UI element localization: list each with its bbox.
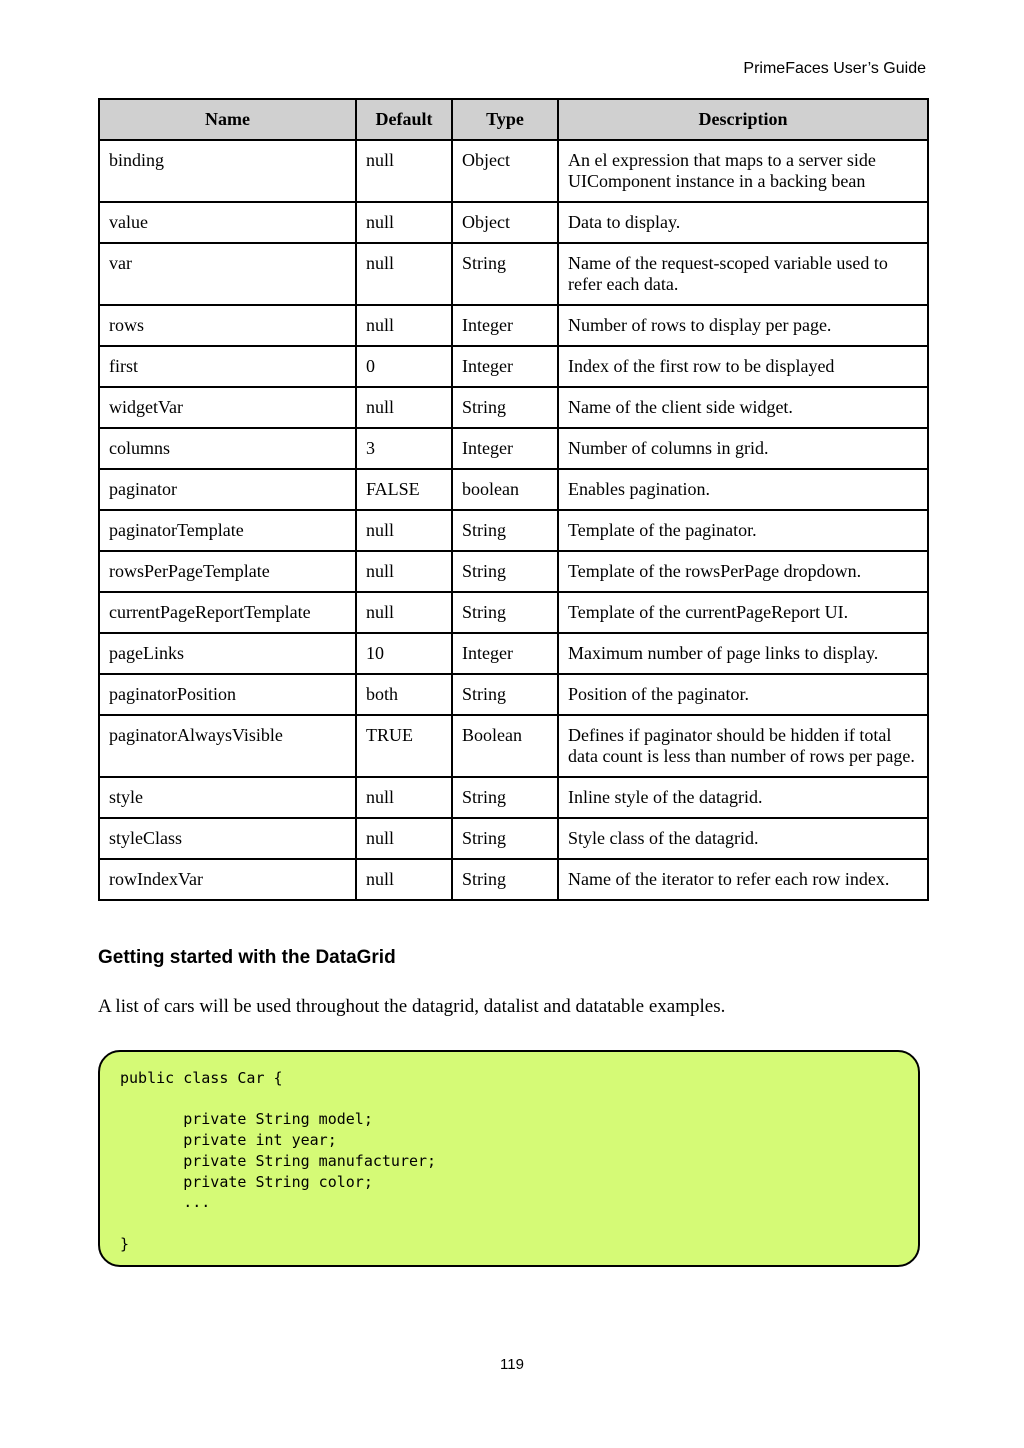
table-row <box>99 777 928 818</box>
page-number: 119 <box>500 1356 524 1373</box>
cell-description: Inline style of the datagrid. <box>558 777 928 818</box>
cell-default: null <box>356 777 452 818</box>
cell-description: Data to display. <box>558 202 928 243</box>
cell-type: Boolean <box>452 715 558 777</box>
table-row <box>99 633 928 674</box>
cell-description: Defines if paginator should be hidden if total data count is less than number of rows per page. <box>558 715 928 777</box>
code-example-box <box>98 1050 920 1267</box>
table-row <box>99 674 928 715</box>
table-row <box>99 387 928 428</box>
cell-type: Integer <box>452 346 558 387</box>
table-row <box>99 715 928 777</box>
table-row <box>99 818 928 859</box>
cell-name: pageLinks <box>99 633 356 674</box>
cell-default: FALSE <box>356 469 452 510</box>
table-row <box>99 140 928 202</box>
cell-default: null <box>356 305 452 346</box>
column-header-default: Default <box>356 99 452 140</box>
cell-name: widgetVar <box>99 387 356 428</box>
cell-description: Template of the paginator. <box>558 510 928 551</box>
table-row <box>99 305 928 346</box>
cell-type: String <box>452 551 558 592</box>
column-header-description: Description <box>558 99 928 140</box>
table-row <box>99 592 928 633</box>
table-row <box>99 202 928 243</box>
attributes-table <box>98 98 929 901</box>
cell-name: first <box>99 346 356 387</box>
table-row <box>99 551 928 592</box>
cell-description: Name of the request-scoped variable used to refer each data. <box>558 243 928 305</box>
cell-description: Number of columns in grid. <box>558 428 928 469</box>
column-header-name: Name <box>99 99 356 140</box>
table-header-row <box>99 99 928 140</box>
cell-type: String <box>452 592 558 633</box>
cell-default: 3 <box>356 428 452 469</box>
cell-default: null <box>356 859 452 900</box>
table-row <box>99 510 928 551</box>
cell-type: String <box>452 818 558 859</box>
table-row <box>99 428 928 469</box>
cell-description: Template of the rowsPerPage dropdown. <box>558 551 928 592</box>
cell-name: styleClass <box>99 818 356 859</box>
running-header: PrimeFaces User’s Guide <box>743 60 926 77</box>
cell-description: Position of the paginator. <box>558 674 928 715</box>
cell-default: 0 <box>356 346 452 387</box>
table-row <box>99 346 928 387</box>
table-row <box>99 469 928 510</box>
cell-type: String <box>452 387 558 428</box>
cell-name: rowIndexVar <box>99 859 356 900</box>
table-row <box>99 859 928 900</box>
cell-type: Integer <box>452 428 558 469</box>
cell-type: Object <box>452 202 558 243</box>
cell-default: null <box>356 818 452 859</box>
cell-name: columns <box>99 428 356 469</box>
cell-name: value <box>99 202 356 243</box>
cell-type: Integer <box>452 305 558 346</box>
intro-paragraph: A list of cars will be used throughout the datagrid, datalist and datatable examples. <box>98 996 726 1017</box>
cell-default: 10 <box>356 633 452 674</box>
cell-type: String <box>452 859 558 900</box>
attributes-table-body <box>99 140 928 900</box>
cell-name: rowsPerPageTemplate <box>99 551 356 592</box>
cell-description: Style class of the datagrid. <box>558 818 928 859</box>
cell-description: Maximum number of page links to display. <box>558 633 928 674</box>
cell-name: style <box>99 777 356 818</box>
cell-name: binding <box>99 140 356 202</box>
cell-name: paginatorPosition <box>99 674 356 715</box>
cell-default: null <box>356 140 452 202</box>
cell-name: var <box>99 243 356 305</box>
cell-type: String <box>452 243 558 305</box>
cell-description: Template of the currentPageReport UI. <box>558 592 928 633</box>
cell-name: rows <box>99 305 356 346</box>
cell-default: null <box>356 202 452 243</box>
cell-description: Index of the first row to be displayed <box>558 346 928 387</box>
cell-name: paginatorTemplate <box>99 510 356 551</box>
cell-default: null <box>356 510 452 551</box>
cell-description: Number of rows to display per page. <box>558 305 928 346</box>
cell-default: null <box>356 551 452 592</box>
cell-type: Object <box>452 140 558 202</box>
cell-default: null <box>356 592 452 633</box>
table-row <box>99 243 928 305</box>
cell-type: boolean <box>452 469 558 510</box>
section-heading: Getting started with the DataGrid <box>98 947 396 968</box>
cell-description: An el expression that maps to a server side UIComponent instance in a backing bean <box>558 140 928 202</box>
cell-description: Enables pagination. <box>558 469 928 510</box>
cell-default: TRUE <box>356 715 452 777</box>
cell-name: currentPageReportTemplate <box>99 592 356 633</box>
column-header-type: Type <box>452 99 558 140</box>
cell-name: paginatorAlwaysVisible <box>99 715 356 777</box>
cell-default: null <box>356 387 452 428</box>
cell-default: both <box>356 674 452 715</box>
cell-type: String <box>452 777 558 818</box>
cell-type: String <box>452 510 558 551</box>
cell-name: paginator <box>99 469 356 510</box>
cell-description: Name of the iterator to refer each row index. <box>558 859 928 900</box>
code-listing: public class Car { private String model; private int year; private String manufacturer; private String color; ... } <box>120 1069 437 1253</box>
cell-default: null <box>356 243 452 305</box>
cell-type: Integer <box>452 633 558 674</box>
cell-type: String <box>452 674 558 715</box>
cell-description: Name of the client side widget. <box>558 387 928 428</box>
